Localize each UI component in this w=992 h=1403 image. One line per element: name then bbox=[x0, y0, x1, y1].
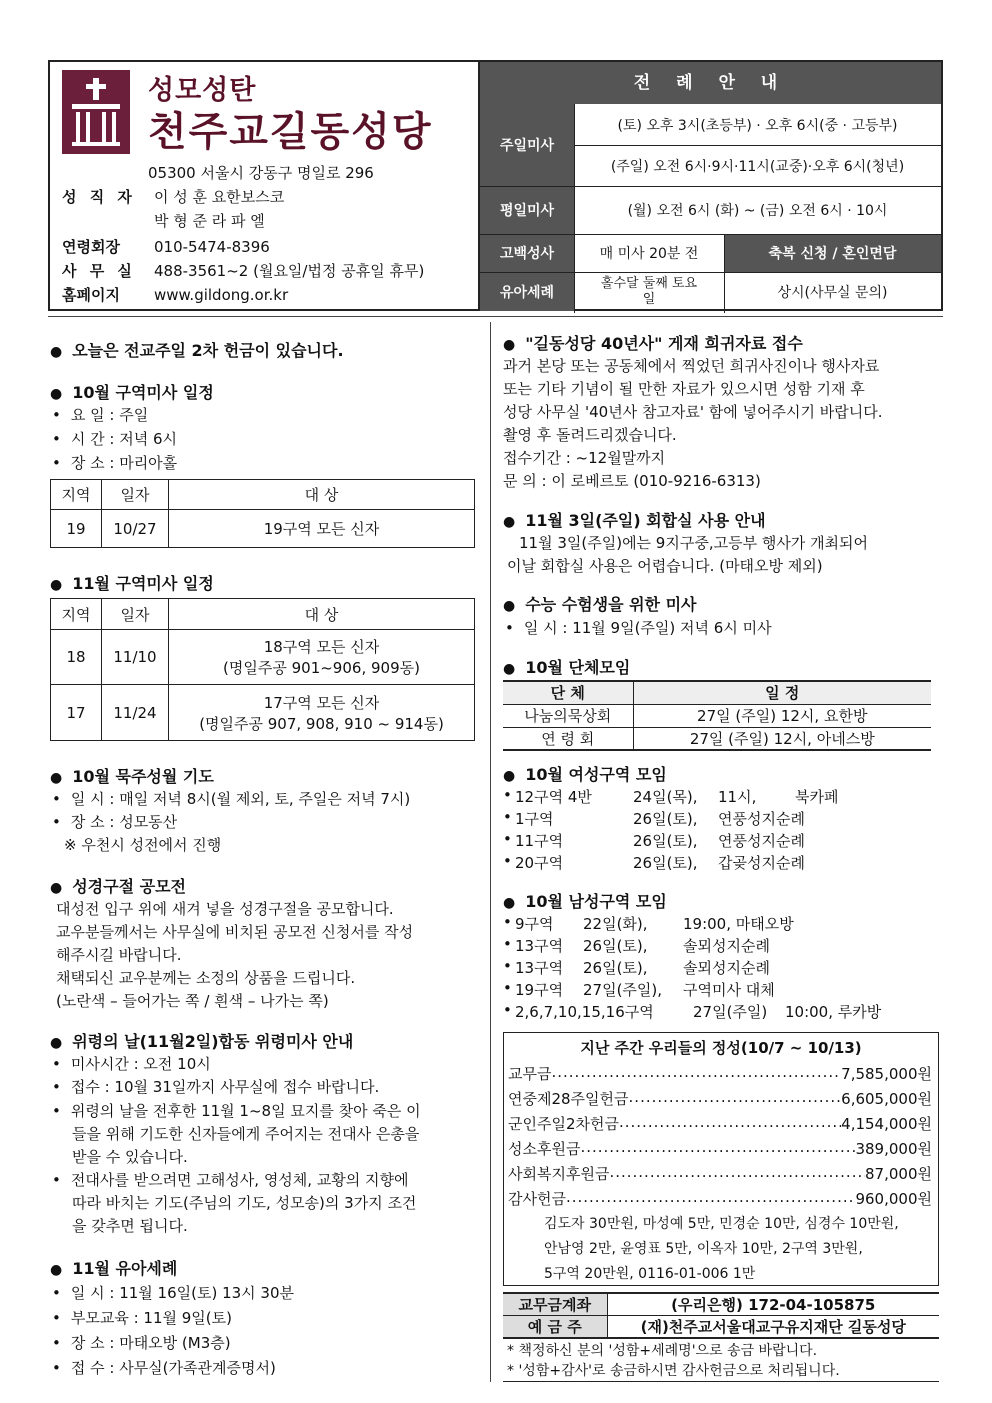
meeting-detail: 연풍성지순례 bbox=[718, 810, 805, 828]
october-mass-time: • 시 간 : 저녁 6시 bbox=[50, 428, 177, 449]
all-souls-register: • 접수 : 10월 31일까지 사무실에 접수 바랍니다. bbox=[50, 1076, 379, 1097]
homepage-row bbox=[62, 284, 288, 305]
table-cell: 10/27 bbox=[102, 510, 169, 548]
confession-label: 고백성사 bbox=[480, 234, 574, 272]
offering-name: 연중제28주일헌금 bbox=[508, 1090, 629, 1108]
meeting-detail: 구역미사 대체 bbox=[683, 981, 775, 999]
history-line: 성당 사무실 '40년사 참고자료' 함에 넣어주시기 바랍니다. bbox=[503, 403, 883, 421]
meeting-room-line: 11월 3일(주일)에는 9지구중,고등부 행사가 개최되어 bbox=[519, 534, 869, 552]
offering-name: 군인주일2차헌금 bbox=[508, 1115, 619, 1133]
offering-summary-box bbox=[503, 1032, 939, 1286]
office-value: 488-3561~2 (월요일/법정 공휴일 휴무) bbox=[154, 262, 425, 280]
transfer-note-2 bbox=[507, 1360, 840, 1380]
meeting-room-line: 이날 회합실 사용은 어렵습니다. (마태오방 제외) bbox=[507, 557, 823, 575]
section-divider-top bbox=[48, 316, 943, 317]
note-mark: * bbox=[507, 1363, 519, 1379]
homepage-link[interactable]: www.gildong.or.kr bbox=[154, 286, 289, 304]
offering-amount: 389,000원 bbox=[855, 1140, 932, 1158]
list-bullet: • bbox=[503, 979, 512, 997]
table-row bbox=[503, 727, 931, 750]
baptism-date: • 일 시 : 11월 16일(토) 13시 30분 bbox=[50, 1282, 294, 1303]
bottom-rule bbox=[503, 1381, 939, 1382]
offering-name: 성소후원금 bbox=[508, 1140, 581, 1158]
list-bullet: • bbox=[503, 1001, 512, 1019]
council-value: 010-5474-8396 bbox=[154, 238, 270, 256]
table-cell: 11/24 bbox=[102, 685, 169, 741]
leader-dots bbox=[619, 1113, 841, 1134]
table-cell: 27일 (주일) 12시, 아네스방 bbox=[633, 727, 931, 750]
all-souls-conditions-2: 따라 바치는 기도(주님의 기도, 성모송)의 3가지 조건 bbox=[72, 1194, 417, 1212]
table-cell: 11/10 bbox=[102, 630, 169, 685]
district-name: 13구역 bbox=[515, 937, 564, 955]
list-bullet: • bbox=[503, 786, 512, 804]
office-label: 사 무 실 bbox=[62, 262, 136, 280]
table-cell: 나눔의묵상회 bbox=[503, 704, 633, 727]
table-row bbox=[503, 1293, 939, 1316]
history-line: 또는 기타 기념이 될 만한 자료가 있으시면 성함 기재 후 bbox=[503, 380, 865, 398]
rosary-rain-note: ※ 우천시 성전에서 진행 bbox=[64, 836, 222, 854]
pastor-1: 이 성 훈 요한보스코 bbox=[154, 188, 285, 206]
table-header: 지역 bbox=[51, 480, 102, 510]
offering-name: 교무금 bbox=[508, 1065, 552, 1083]
table-cell bbox=[169, 630, 475, 685]
list-bullet: • bbox=[503, 957, 512, 975]
district-name: 13구역 bbox=[515, 959, 564, 977]
table-header: 일 정 bbox=[633, 681, 931, 704]
rosary-place: • 장 소 : 성모동산 bbox=[50, 811, 177, 832]
rosary-title: ● 10월 묵주성월 기도 bbox=[50, 764, 214, 787]
homepage-label: 홈페이지 bbox=[62, 286, 120, 304]
meeting-detail: 솔뫼성지순례 bbox=[683, 959, 770, 977]
district-name: 9구역 bbox=[515, 915, 554, 933]
sunday-mass-1: (토) 오후 3시(초등부) · 오후 6시(중 · 고등부) bbox=[617, 117, 898, 134]
table-header: 대 상 bbox=[169, 599, 475, 630]
history-line: 촬영 후 돌려드리겠습니다. bbox=[503, 426, 677, 444]
table-cell: 연 령 회 bbox=[503, 727, 633, 750]
table-cell bbox=[169, 685, 475, 741]
offering-amount: 87,000원 bbox=[865, 1165, 932, 1183]
bible-verse-contest-title: ● 성경구절 공모전 bbox=[50, 874, 186, 897]
history-material-title: ● "길동성당 40년사" 게재 희귀자료 접수 bbox=[503, 331, 803, 354]
table-cell: 19구역 모든 신자 bbox=[169, 510, 475, 548]
thanks-donors-line: 안남영 2만, 윤영표 5만, 이옥자 10만, 2구역 3만원, bbox=[544, 1241, 863, 1257]
all-souls-conditions-3: 을 갖추면 됩니다. bbox=[72, 1217, 188, 1235]
table-row bbox=[51, 630, 475, 685]
council-label: 연령회장 bbox=[62, 238, 120, 256]
table-header: 일자 bbox=[102, 599, 169, 630]
meeting-date: 26일(토), bbox=[633, 832, 698, 850]
group-meeting-table bbox=[503, 680, 931, 751]
account-label: 교무금계좌 bbox=[503, 1293, 607, 1316]
thanks-donors-line: 5구역 20만원, 0116-01-006 1만 bbox=[544, 1266, 756, 1282]
weekday-mass: (월) 오전 6시 (화) ~ (금) 오전 6시 · 10시 bbox=[627, 203, 888, 219]
address: 05300 서울시 강동구 명일로 296 bbox=[148, 164, 374, 182]
weekday-mass-label: 평일미사 bbox=[480, 186, 574, 234]
baptism-place: • 장 소 : 마태오방 (M3층) bbox=[50, 1332, 231, 1353]
history-contact: 문 의 : 이 로베르토 (010-9216-6313) bbox=[503, 472, 761, 490]
offering-amount: 7,585,000원 bbox=[841, 1065, 932, 1083]
meeting-date: 26일(토), bbox=[583, 959, 648, 977]
transfer-note-1 bbox=[507, 1340, 817, 1360]
church-name: 천주교길동성당 bbox=[148, 109, 433, 155]
meeting-detail: 솔뫼성지순례 bbox=[683, 937, 770, 955]
list-bullet: • bbox=[503, 830, 512, 848]
contest-line: (노란색 – 들어가는 쪽 / 흰색 – 나가는 쪽) bbox=[56, 992, 329, 1010]
offering-amount: 960,000원 bbox=[855, 1190, 932, 1208]
women-district-title: ● 10월 여성구역 모임 bbox=[503, 762, 667, 785]
infant-baptism-title: ● 11월 유아세례 bbox=[50, 1256, 177, 1279]
meeting-detail: 갑곶성지순례 bbox=[718, 854, 805, 872]
offering-amount: 4,154,000원 bbox=[841, 1115, 932, 1133]
offering-row bbox=[508, 1163, 932, 1184]
council-row bbox=[62, 236, 270, 257]
meeting-date: 26일(토), bbox=[633, 810, 698, 828]
account-table bbox=[503, 1292, 939, 1339]
cell-line: 18구역 모든 신자 bbox=[263, 638, 380, 656]
pastor-label: 성 직 자 bbox=[62, 188, 136, 206]
meeting-detail: 10:00, 루카방 bbox=[785, 1003, 882, 1021]
column-divider bbox=[490, 322, 491, 1382]
note-text: 책정하신 분의 '성함+세례명'으로 송금 바랍니다. bbox=[518, 1343, 818, 1359]
october-district-table bbox=[50, 479, 475, 548]
men-district-title: ● 10월 남성구역 모임 bbox=[503, 889, 667, 912]
table-header: 일자 bbox=[102, 480, 169, 510]
offering-amount: 6,605,000원 bbox=[841, 1090, 932, 1108]
all-souls-indulgence-2: 들을 위해 기도한 신자들에게 주어지는 전대사 은총을 bbox=[72, 1125, 420, 1143]
district-name: 2,6,7,10,15,16구역 bbox=[515, 1003, 654, 1021]
meeting-detail: 연풍성지순례 bbox=[718, 832, 805, 850]
meeting-date: 27일(주일), bbox=[583, 981, 663, 999]
meeting-date: 26일(토), bbox=[583, 937, 648, 955]
offering-row bbox=[508, 1088, 932, 1109]
table-cell: 18 bbox=[51, 630, 102, 685]
district-name: 12구역 4반 bbox=[515, 788, 592, 806]
baptism-value: 홀수달 둘째 토요일 bbox=[600, 275, 698, 307]
contest-line: 채택되신 교우분께는 소정의 상품을 드립니다. bbox=[56, 969, 356, 987]
holder-name: (재)천주교서울대교구유지재단 길동성당 bbox=[607, 1316, 939, 1339]
all-souls-conditions: • 전대사를 받으려면 고해성사, 영성체, 교황의 지향에 bbox=[50, 1169, 409, 1190]
table-header: 대 상 bbox=[169, 480, 475, 510]
leader-dots bbox=[551, 1063, 841, 1084]
meeting-room-notice-title: ● 11월 3일(주일) 회합실 사용 안내 bbox=[503, 508, 766, 531]
note-mark: * bbox=[507, 1343, 519, 1359]
leader-dots bbox=[609, 1163, 865, 1184]
district-name: 19구역 bbox=[515, 981, 564, 999]
table-cell: 27일 (주일) 12시, 요한방 bbox=[633, 704, 931, 727]
district-name: 1구역 bbox=[515, 810, 554, 828]
contest-line: 해주시길 바랍니다. bbox=[56, 946, 182, 964]
table-row bbox=[503, 1316, 939, 1339]
district-name: 11구역 bbox=[515, 832, 564, 850]
table-header: 단 체 bbox=[503, 681, 633, 704]
baptism-register: • 접 수 : 사무실(가족관계증명서) bbox=[50, 1357, 276, 1378]
exam-mass-time: • 일 시 : 11월 9일(주일) 저녁 6시 미사 bbox=[503, 617, 772, 638]
thanks-donors-line: 김도자 30만원, 마성예 5만, 민경순 10만, 심경수 10만원, bbox=[544, 1216, 899, 1232]
meeting-date: 26일(토), bbox=[633, 854, 698, 872]
exam-mass-title: ● 수능 수험생을 위한 미사 bbox=[503, 592, 697, 615]
list-bullet: • bbox=[503, 935, 512, 953]
account-number: (우리은행) 172-04-105875 bbox=[607, 1293, 939, 1316]
list-bullet: • bbox=[503, 913, 512, 931]
pastor-row bbox=[62, 186, 284, 207]
leader-dots bbox=[629, 1088, 842, 1109]
baptism-value-2: 상시(사무실 문의) bbox=[777, 284, 888, 301]
holder-label: 예 금 주 bbox=[503, 1316, 607, 1339]
church-info-panel bbox=[50, 62, 480, 309]
contest-line: 대성전 입구 위에 새겨 넣을 성경구절을 공모합니다. bbox=[56, 900, 394, 918]
cell-line: 17구역 모든 신자 bbox=[263, 693, 380, 712]
leader-dots bbox=[566, 1188, 856, 1209]
meeting-detail: 19:00, 마태오방 bbox=[683, 915, 794, 933]
blessing-request: 축복 신청 / 혼인면담 bbox=[724, 234, 941, 272]
group-meeting-title: ● 10월 단체모임 bbox=[503, 655, 630, 678]
sunday-mass-2: (주일) 오전 6시·9시·11시(교중)·오후 6시(청년) bbox=[610, 158, 905, 175]
table-cell: 17 bbox=[51, 685, 102, 741]
table-row bbox=[51, 510, 475, 548]
history-line: 과거 본당 또는 공동체에서 찍었던 희귀사진이나 행사자료 bbox=[503, 357, 880, 375]
meeting-date: 22일(화), bbox=[583, 915, 648, 933]
november-district-table bbox=[50, 598, 475, 741]
meeting-detail: 11시, bbox=[718, 788, 757, 806]
parent-education: • 부모교육 : 11월 9일(토) bbox=[50, 1307, 232, 1328]
offering-row bbox=[508, 1188, 932, 1209]
november-district-mass-title: ● 11월 구역미사 일정 bbox=[50, 571, 214, 594]
liturgy-panel bbox=[480, 62, 941, 309]
all-souls-mass-title: ● 위령의 날(11월2일)합동 위령미사 안내 bbox=[50, 1029, 353, 1052]
offering-title: 지난 주간 우리들의 정성(10/7 ~ 10/13) bbox=[580, 1039, 862, 1057]
district-name: 20구역 bbox=[515, 854, 564, 872]
table-row bbox=[51, 685, 475, 741]
table-cell: 19 bbox=[51, 510, 102, 548]
meeting-place: 북카페 bbox=[795, 788, 839, 806]
church-subtitle: 성모성탄 bbox=[148, 75, 257, 106]
church-logo-icon bbox=[62, 70, 130, 154]
cell-line: (명일주공 901~906, 909동) bbox=[223, 659, 420, 677]
table-header: 지역 bbox=[51, 599, 102, 630]
all-souls-time: • 미사시간 : 오전 10시 bbox=[50, 1053, 211, 1074]
mission-sunday-notice: ● 오늘은 전교주일 2차 헌금이 있습니다. bbox=[50, 338, 344, 361]
bulletin-header bbox=[48, 60, 943, 311]
all-souls-indulgence: • 위령의 날을 전후한 11월 1~8일 묘지를 찾아 죽은 이 bbox=[50, 1100, 421, 1121]
leader-dots bbox=[580, 1138, 855, 1159]
offering-row bbox=[508, 1138, 932, 1159]
list-bullet: • bbox=[503, 852, 512, 870]
history-period: 접수기간 : ~12월말까지 bbox=[503, 449, 666, 467]
confession-value: 매 미사 20분 전 bbox=[599, 246, 699, 262]
liturgy-title: 전 례 안 내 bbox=[480, 62, 941, 104]
sunday-mass-label: 주일미사 bbox=[480, 104, 574, 186]
all-souls-indulgence-3: 받을 수 있습니다. bbox=[72, 1148, 188, 1166]
contest-line: 교우분들께서는 사무실에 비치된 공모전 신청서를 작성 bbox=[56, 923, 414, 941]
meeting-date: 24일(목), bbox=[633, 788, 698, 806]
offering-name: 감사헌금 bbox=[508, 1190, 566, 1208]
offering-row bbox=[508, 1063, 932, 1084]
meeting-date: 27일(주일) bbox=[693, 1003, 768, 1021]
table-row bbox=[503, 704, 931, 727]
office-row bbox=[62, 260, 424, 281]
list-bullet: • bbox=[503, 808, 512, 826]
october-district-mass-title: ● 10월 구역미사 일정 bbox=[50, 380, 214, 403]
pastor-2: 박 형 준 라 파 엘 bbox=[154, 212, 265, 230]
rosary-time: • 일 시 : 매일 저녁 8시(월 제외, 토, 주일은 저녁 7시) bbox=[50, 788, 410, 809]
october-mass-day: • 요 일 : 주일 bbox=[50, 404, 148, 425]
offering-row bbox=[508, 1113, 932, 1134]
note-text: '성함+감사'로 송금하시면 감사헌금으로 처리됩니다. bbox=[518, 1363, 840, 1379]
october-mass-place: • 장 소 : 마리아홀 bbox=[50, 452, 177, 473]
cell-line: (명일주공 907, 908, 910 ~ 914동) bbox=[199, 714, 444, 733]
offering-name: 사회복지후원금 bbox=[508, 1165, 610, 1183]
baptism-label: 유아세례 bbox=[480, 272, 574, 311]
